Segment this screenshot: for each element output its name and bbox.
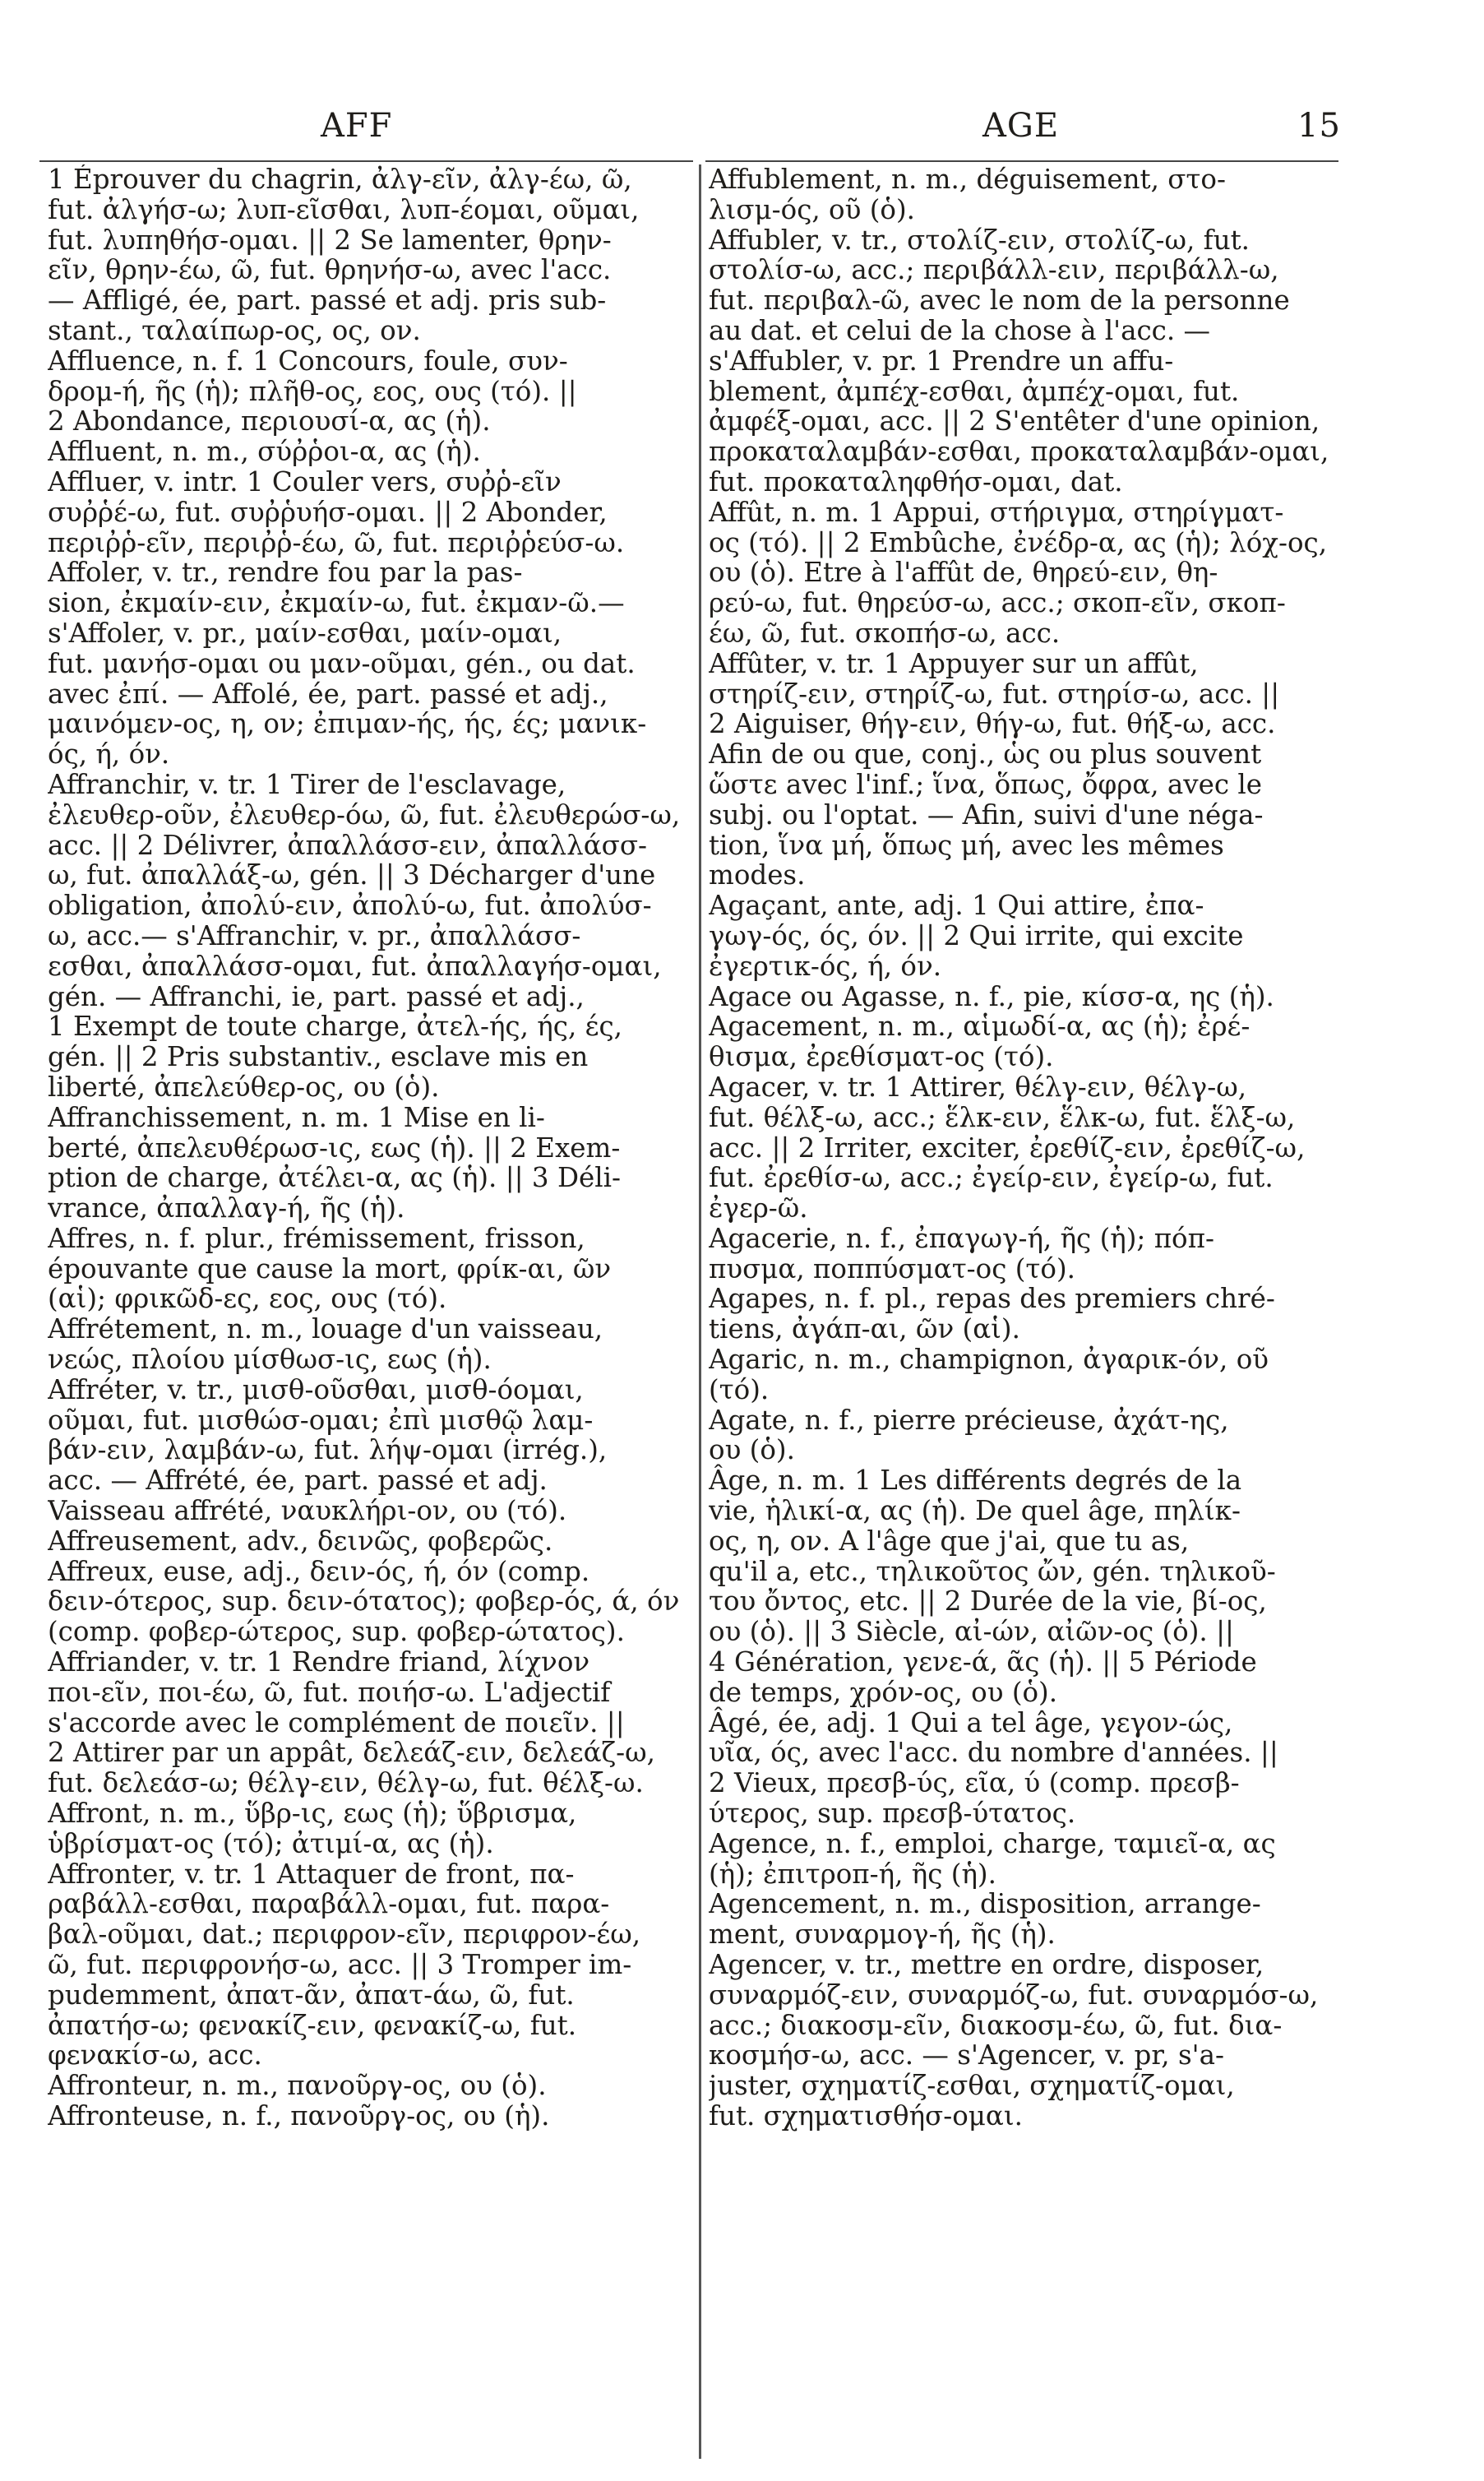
text-line: λισμ-ός, οῦ (ὁ). — [709, 193, 915, 225]
text-line: Affubler, v. tr., στολίζ-ειν, στολίζ-ω, fut. — [709, 224, 1251, 256]
text-line: δρομ-ή, ῆς (ἡ); πλῆθ-ος, εος, ους (τό). || — [48, 375, 577, 407]
text-line: ου (ὁ). — [709, 1434, 795, 1466]
header-left-guide-word: AFF — [321, 107, 393, 145]
text-line: Affronter, v. tr. 1 Attaquer de front, πα- — [48, 1858, 575, 1890]
text-line: fut. ἀλγήσ-ω; λυπ-εῖσθαι, λυπ-έομαι, οῦμαι, — [48, 193, 640, 225]
text-line: εῖν, θρην-έω, ῶ, fut. θρηνήσ-ω, avec l'acc. — [48, 254, 612, 286]
text-line: s'Affubler, v. pr. 1 Prendre un affu- — [709, 345, 1174, 377]
text-line: s'accorde avec le complément de ποιεῖν. || — [48, 1706, 625, 1738]
text-line: γωγ-ός, ός, όν. || 2 Qui irrite, qui excite — [709, 919, 1244, 951]
text-line: κοσμήσ-ω, acc. — s'Agencer, v. pr, s'a- — [709, 2039, 1224, 2071]
text-line: fut. προκαταληφθήσ-ομαι, dat. — [709, 465, 1123, 498]
text-line: ὥστε avec l'inf.; ἵνα, ὅπως, ὄφρα, avec le — [709, 768, 1263, 800]
text-line: avec ἐπί. — Affolé, ée, part. passé et adj., — [48, 678, 608, 710]
text-line: s'Affoler, v. pr., μαίν-εσθαι, μαίν-ομαι, — [48, 617, 562, 649]
text-line: ραβάλλ-εσθαι, παραβάλλ-ομαι, fut. παρα- — [48, 1888, 610, 1920]
header-right-guide-word: AGE — [982, 107, 1060, 145]
text-line: ἐγερτικ-ός, ή, όν. — [709, 950, 942, 982]
text-line: au dat. et celui de la chose à l'acc. — — [709, 314, 1211, 346]
text-line: Agaric, n. m., champignon, ἀγαρικ-όν, οῦ — [709, 1344, 1269, 1376]
text-line: προκαταλαμβάν-εσθαι, προκαταλαμβάν-ομαι, — [709, 436, 1329, 468]
text-line: Agacement, n. m., αἱμωδί-α, ας (ἡ); ἐρέ- — [709, 1011, 1251, 1043]
text-line: στηρίζ-ειν, στηρίζ-ω, fut. στηρίσ-ω, acc. || — [709, 678, 1280, 710]
text-line: vie, ἡλικί-α, ας (ἡ). De quel âge, πηλίκ- — [709, 1495, 1241, 1527]
text-line: (comp. φοβερ-ώτερος, sup. φοβερ-ώτατος). — [48, 1616, 625, 1648]
text-line: ἀπατήσ-ω; φενακίζ-ειν, φενακίζ-ω, fut. — [48, 2009, 577, 2041]
text-line: Affreusement, adv., δεινῶς, φοβερῶς. — [48, 1525, 553, 1557]
text-line: de temps, χρόν-ος, ου (ὁ). — [709, 1676, 1058, 1708]
text-line: fut. σχηματισθήσ-ομαι. — [709, 2100, 1023, 2132]
text-line: (τό). — [709, 1373, 770, 1405]
text-line: Affriander, v. tr. 1 Rendre friand, λίχνον — [48, 1646, 590, 1678]
text-line: Affront, n. m., ὕβρ-ις, εως (ἡ); ὕβρισμα, — [48, 1798, 577, 1830]
text-line: νεώς, πλοίου μίσθωσ-ις, εως (ἡ). — [48, 1344, 492, 1376]
text-line: fut. ἐρεθίσ-ω, acc.; ἐγείρ-ειν, ἐγείρ-ω, fut. — [709, 1162, 1274, 1194]
header-rule-left — [39, 160, 693, 162]
text-line: juster, σχηματίζ-εσθαι, σχηματίζ-ομαι, — [709, 2070, 1235, 2102]
text-line: στολίσ-ω, acc.; περιβάλλ-ειν, περιβάλλ-ω, — [709, 254, 1279, 286]
text-line: fut. μανήσ-ομαι ou μαν-οῦμαι, gén., ou dat. — [48, 647, 636, 679]
text-line: Affranchir, v. tr. 1 Tirer de l'esclavage, — [48, 768, 566, 800]
text-line: Agencement, n. m., disposition, arrange- — [709, 1888, 1261, 1920]
text-line: Affublement, n. m., déguisement, στο- — [709, 164, 1226, 195]
text-line: gén. — Affranchi, ie, part. passé et adj., — [48, 980, 585, 1012]
text-line: tion, ἵνα μή, ὅπως μή, avec les mêmes — [709, 829, 1224, 861]
text-line: fut. περιβαλ-ῶ, avec le nom de la personne — [709, 285, 1290, 317]
text-line: Affranchissement, n. m. 1 Mise en li- — [48, 1101, 545, 1133]
text-line: Âge, n. m. 1 Les différents degrés de la — [709, 1465, 1242, 1497]
text-line: 1 Éprouver du chagrin, ἀλγ-εῖν, ἀλγ-έω, ῶ, — [48, 164, 632, 195]
text-line: ω, acc.— s'Affranchir, v. pr., ἀπαλλάσσ- — [48, 919, 581, 951]
text-line: Agacer, v. tr. 1 Attirer, θέλγ-ειν, θέλγ-ω, — [709, 1071, 1247, 1103]
text-line: Affût, n. m. 1 Appui, στήριγμα, στηρίγματ- — [709, 496, 1284, 528]
text-line: Agaçant, ante, adj. 1 Qui attire, ἐπα- — [709, 890, 1204, 922]
text-line: Agapes, n. f. pl., repas des premiers chré- — [709, 1283, 1275, 1315]
header-rule-right — [705, 160, 1338, 162]
text-line: ός, ή, όν. — [48, 738, 170, 771]
text-line: Affréter, v. tr., μισθ-οῦσθαι, μισθ-όομαι, — [48, 1373, 584, 1405]
text-line: πυσμα, ποππύσματ-ος (τό). — [709, 1252, 1075, 1284]
text-line: Affûter, v. tr. 1 Appuyer sur un affût, — [709, 647, 1199, 679]
text-line: 2 Vieux, πρεσβ-ύς, εῖα, ύ (comp. πρεσβ- — [709, 1767, 1240, 1799]
text-line: liberté, ἀπελεύθερ-ος, ου (ὁ). — [48, 1071, 440, 1103]
text-line: βάν-ειν, λαμβάν-ω, fut. λήψ-ομαι (irrég.), — [48, 1434, 608, 1466]
text-line: 2 Aiguiser, θήγ-ειν, θήγ-ω, fut. θήξ-ω, acc. — [709, 708, 1276, 740]
text-line: ment, συναρμογ-ή, ῆς (ἡ). — [709, 1919, 1056, 1951]
text-line: vrance, ἀπαλλαγ-ή, ῆς (ἡ). — [48, 1192, 405, 1224]
text-line: acc. — Affrété, ée, part. passé et adj. — [48, 1465, 548, 1497]
text-line: Âgé, ée, adj. 1 Qui a tel âge, γεγον-ώς, — [709, 1706, 1233, 1738]
text-line: Affreux, euse, adj., δειν-ός, ή, όν (comp. — [48, 1555, 590, 1587]
text-line: Affluer, v. intr. 1 Couler vers, συῤῥ-εῖν — [48, 465, 562, 498]
text-line: Affluent, n. m., σύῤῥοι-α, ας (ἡ). — [48, 436, 481, 468]
text-line: fut. δελεάσ-ω; θέλγ-ειν, θέλγ-ω, fut. θέλξ-ω. — [48, 1767, 644, 1799]
text-line: Vaisseau affrété, ναυκλήρι-ον, ου (τό). — [48, 1495, 567, 1527]
text-line: Affluence, n. f. 1 Concours, foule, συν- — [48, 345, 568, 377]
text-line: ρεύ-ω, fut. θηρεύσ-ω, acc.; σκοπ-εῖν, σκοπ- — [709, 587, 1286, 619]
text-line: ῶ, fut. περιφρονήσ-ω, acc. || 3 Tromper im- — [48, 1949, 632, 1981]
text-line: δειν-ότερος, sup. δειν-ότατος); φοβερ-ός, ά, όν — [48, 1585, 680, 1618]
text-line: ος, η, ον. A l'âge que j'ai, que tu as, — [709, 1525, 1190, 1557]
text-line: épouvante que cause la mort, φρίκ-αι, ῶν — [48, 1252, 612, 1284]
text-line: Affoler, v. tr., rendre fou par la pas- — [48, 557, 523, 589]
text-line: berté, ἀπελευθέρωσ-ις, εως (ἡ). || 2 Exem- — [48, 1132, 621, 1164]
text-line: βαλ-οῦμαι, dat.; περιφρον-εῖν, περιφρον-έω, — [48, 1919, 641, 1951]
text-line: fut. θέλξ-ω, acc.; ἕλκ-ειν, ἕλκ-ω, fut. ἕλξ-ω, — [709, 1101, 1296, 1133]
text-line: ὑβρίσματ-ος (τό); ἀτιμί-α, ας (ἡ). — [48, 1827, 494, 1859]
text-line: υῖα, ός, avec l'acc. du nombre d'années. || — [709, 1737, 1278, 1769]
text-line: fut. λυπηθήσ-ομαι. || 2 Se lamenter, θρην- — [48, 224, 612, 256]
text-line: οῦμαι, fut. μισθώσ-ομαι; ἐπὶ μισθῷ λαμ- — [48, 1404, 594, 1436]
text-line: συναρμόζ-ειν, συναρμόζ-ω, fut. συναρμόσ-ω, — [709, 1979, 1319, 2011]
text-line: Affrétement, n. m., louage d'un vaisseau, — [48, 1313, 603, 1345]
right-column — [709, 164, 1342, 2132]
text-line: (αἱ); φρικῶδ-ες, εος, ους (τό). — [48, 1283, 447, 1315]
text-line: qu'il a, etc., τηλικοῦτος ὤν, gén. τηλικοῦ- — [709, 1555, 1276, 1587]
text-line: μαινόμεν-ος, η, ον; ἐπιμαν-ής, ής, ές; μανικ- — [48, 708, 647, 740]
text-line: acc.; διακοσμ-εῖν, διακοσμ-έω, ῶ, fut. δια- — [709, 2009, 1283, 2041]
text-line: Affres, n. f. plur., frémissement, frisson, — [48, 1222, 585, 1254]
text-line: ποι-εῖν, ποι-έω, ῶ, fut. ποιήσ-ω. L'adjectif — [48, 1676, 611, 1708]
text-line: Agacerie, n. f., ἐπαγωγ-ή, ῆς (ἡ); πόπ- — [709, 1222, 1214, 1254]
text-line: modes. — [709, 859, 806, 891]
text-line: gén. || 2 Pris substantiv., esclave mis en — [48, 1041, 589, 1073]
text-line: 2 Attirer par un appât, δελεάζ-ειν, δελεάζ-ω, — [48, 1737, 655, 1769]
text-line: pudemment, ἀπατ-ᾶν, ἀπατ-άω, ῶ, fut. — [48, 1979, 575, 2011]
text-line: ἀμφέξ-ομαι, acc. || 2 S'entêter d'une opinion, — [709, 405, 1320, 437]
text-line: stant., ταλαίπωρ-ος, ος, ον. — [48, 314, 421, 346]
text-line: Agence, n. f., emploi, charge, ταμιεῖ-α, ας — [709, 1827, 1276, 1859]
text-line: 1 Exempt de toute charge, ἀτελ-ής, ής, ές, — [48, 1011, 622, 1043]
text-line: Agate, n. f., pierre précieuse, ἀχάτ-ης, — [709, 1404, 1229, 1436]
text-line: blement, ἀμπέχ-εσθαι, ἀμπέχ-ομαι, fut. — [709, 375, 1240, 407]
text-line: tiens, ἀγάπ-αι, ῶν (αἱ). — [709, 1313, 1020, 1345]
column-divider — [699, 164, 701, 2459]
text-line: (ἡ); ἐπιτροπ-ή, ῆς (ἡ). — [709, 1858, 996, 1890]
text-line: συῤῥέ-ω, fut. συῤῥυήσ-ομαι. || 2 Abonder, — [48, 496, 608, 528]
left-column — [48, 164, 692, 2132]
text-line: εσθαι, ἀπαλλάσσ-ομαι, fut. ἀπαλλαγήσ-ομαι, — [48, 950, 662, 982]
text-line: Agace ou Agasse, n. f., pie, κίσσ-α, ης (ἡ). — [709, 980, 1274, 1012]
text-line: ω, fut. ἀπαλλάξ-ω, gén. || 3 Décharger d'une — [48, 859, 656, 891]
text-line: Agencer, v. tr., mettre en ordre, disposer, — [709, 1949, 1264, 1981]
text-line: obligation, ἀπολύ-ειν, ἀπολύ-ω, fut. ἀπολύσ- — [48, 890, 652, 922]
text-line: ύτερος, sup. πρεσβ-ύτατος. — [709, 1798, 1076, 1830]
text-line: acc. || 2 Irriter, exciter, ἐρεθίζ-ειν, ἐρεθίζ-ω, — [709, 1132, 1306, 1164]
text-line: φενακίσ-ω, acc. — [48, 2039, 262, 2071]
text-line: ption de charge, ἀτέλει-α, ας (ἡ). || 3 Déli- — [48, 1162, 622, 1194]
text-line: — Affligé, ée, part. passé et adj. pris sub- — [48, 285, 607, 317]
text-line: ου (ὁ). Etre à l'affût de, θηρεύ-ειν, θη- — [709, 557, 1218, 589]
text-line: ος (τό). || 2 Embûche, ἐνέδρ-α, ας (ἡ); λόχ-ος, — [709, 526, 1328, 558]
text-line: ἐλευθερ-οῦν, ἐλευθερ-όω, ῶ, fut. ἐλευθερώσ-ω, — [48, 798, 681, 831]
text-line: subj. ou l'optat. — Afin, suivi d'une néga- — [709, 798, 1264, 831]
text-line: ἐγερ-ῶ. — [709, 1192, 808, 1224]
text-line: θισμα, ἐρεθίσματ-ος (τό). — [709, 1041, 1054, 1073]
text-line: περιῤῥ-εῖν, περιῤῥ-έω, ῶ, fut. περιῤῥεύσ-ω. — [48, 526, 625, 558]
text-line: Afin de ou que, conj., ὡς ou plus souvent — [709, 738, 1262, 771]
text-line: ου (ὁ). || 3 Siècle, αἰ-ών, αἰῶν-ος (ὁ). || — [709, 1616, 1234, 1648]
text-line: acc. || 2 Délivrer, ἀπαλλάσσ-ειν, ἀπαλλάσσ- — [48, 829, 648, 861]
text-line: Affronteuse, n. f., πανοῦργ-ος, ου (ἡ). — [48, 2100, 550, 2132]
text-line: έω, ῶ, fut. σκοπήσ-ω, acc. — [709, 617, 1061, 649]
page-number: 15 — [1297, 107, 1341, 145]
text-line: 4 Génération, γενε-ά, ᾶς (ἡ). || 5 Période — [709, 1646, 1257, 1678]
text-line: 2 Abondance, περιουσί-α, ας (ἡ). — [48, 405, 491, 437]
text-line: Affronteur, n. m., πανοῦργ-ος, ου (ὁ). — [48, 2070, 547, 2102]
text-line: sion, ἐκμαίν-ειν, ἐκμαίν-ω, fut. ἐκμαν-ῶ.— — [48, 587, 625, 619]
text-line: του ὄντος, etc. || 2 Durée de la vie, βί-ος, — [709, 1585, 1267, 1618]
